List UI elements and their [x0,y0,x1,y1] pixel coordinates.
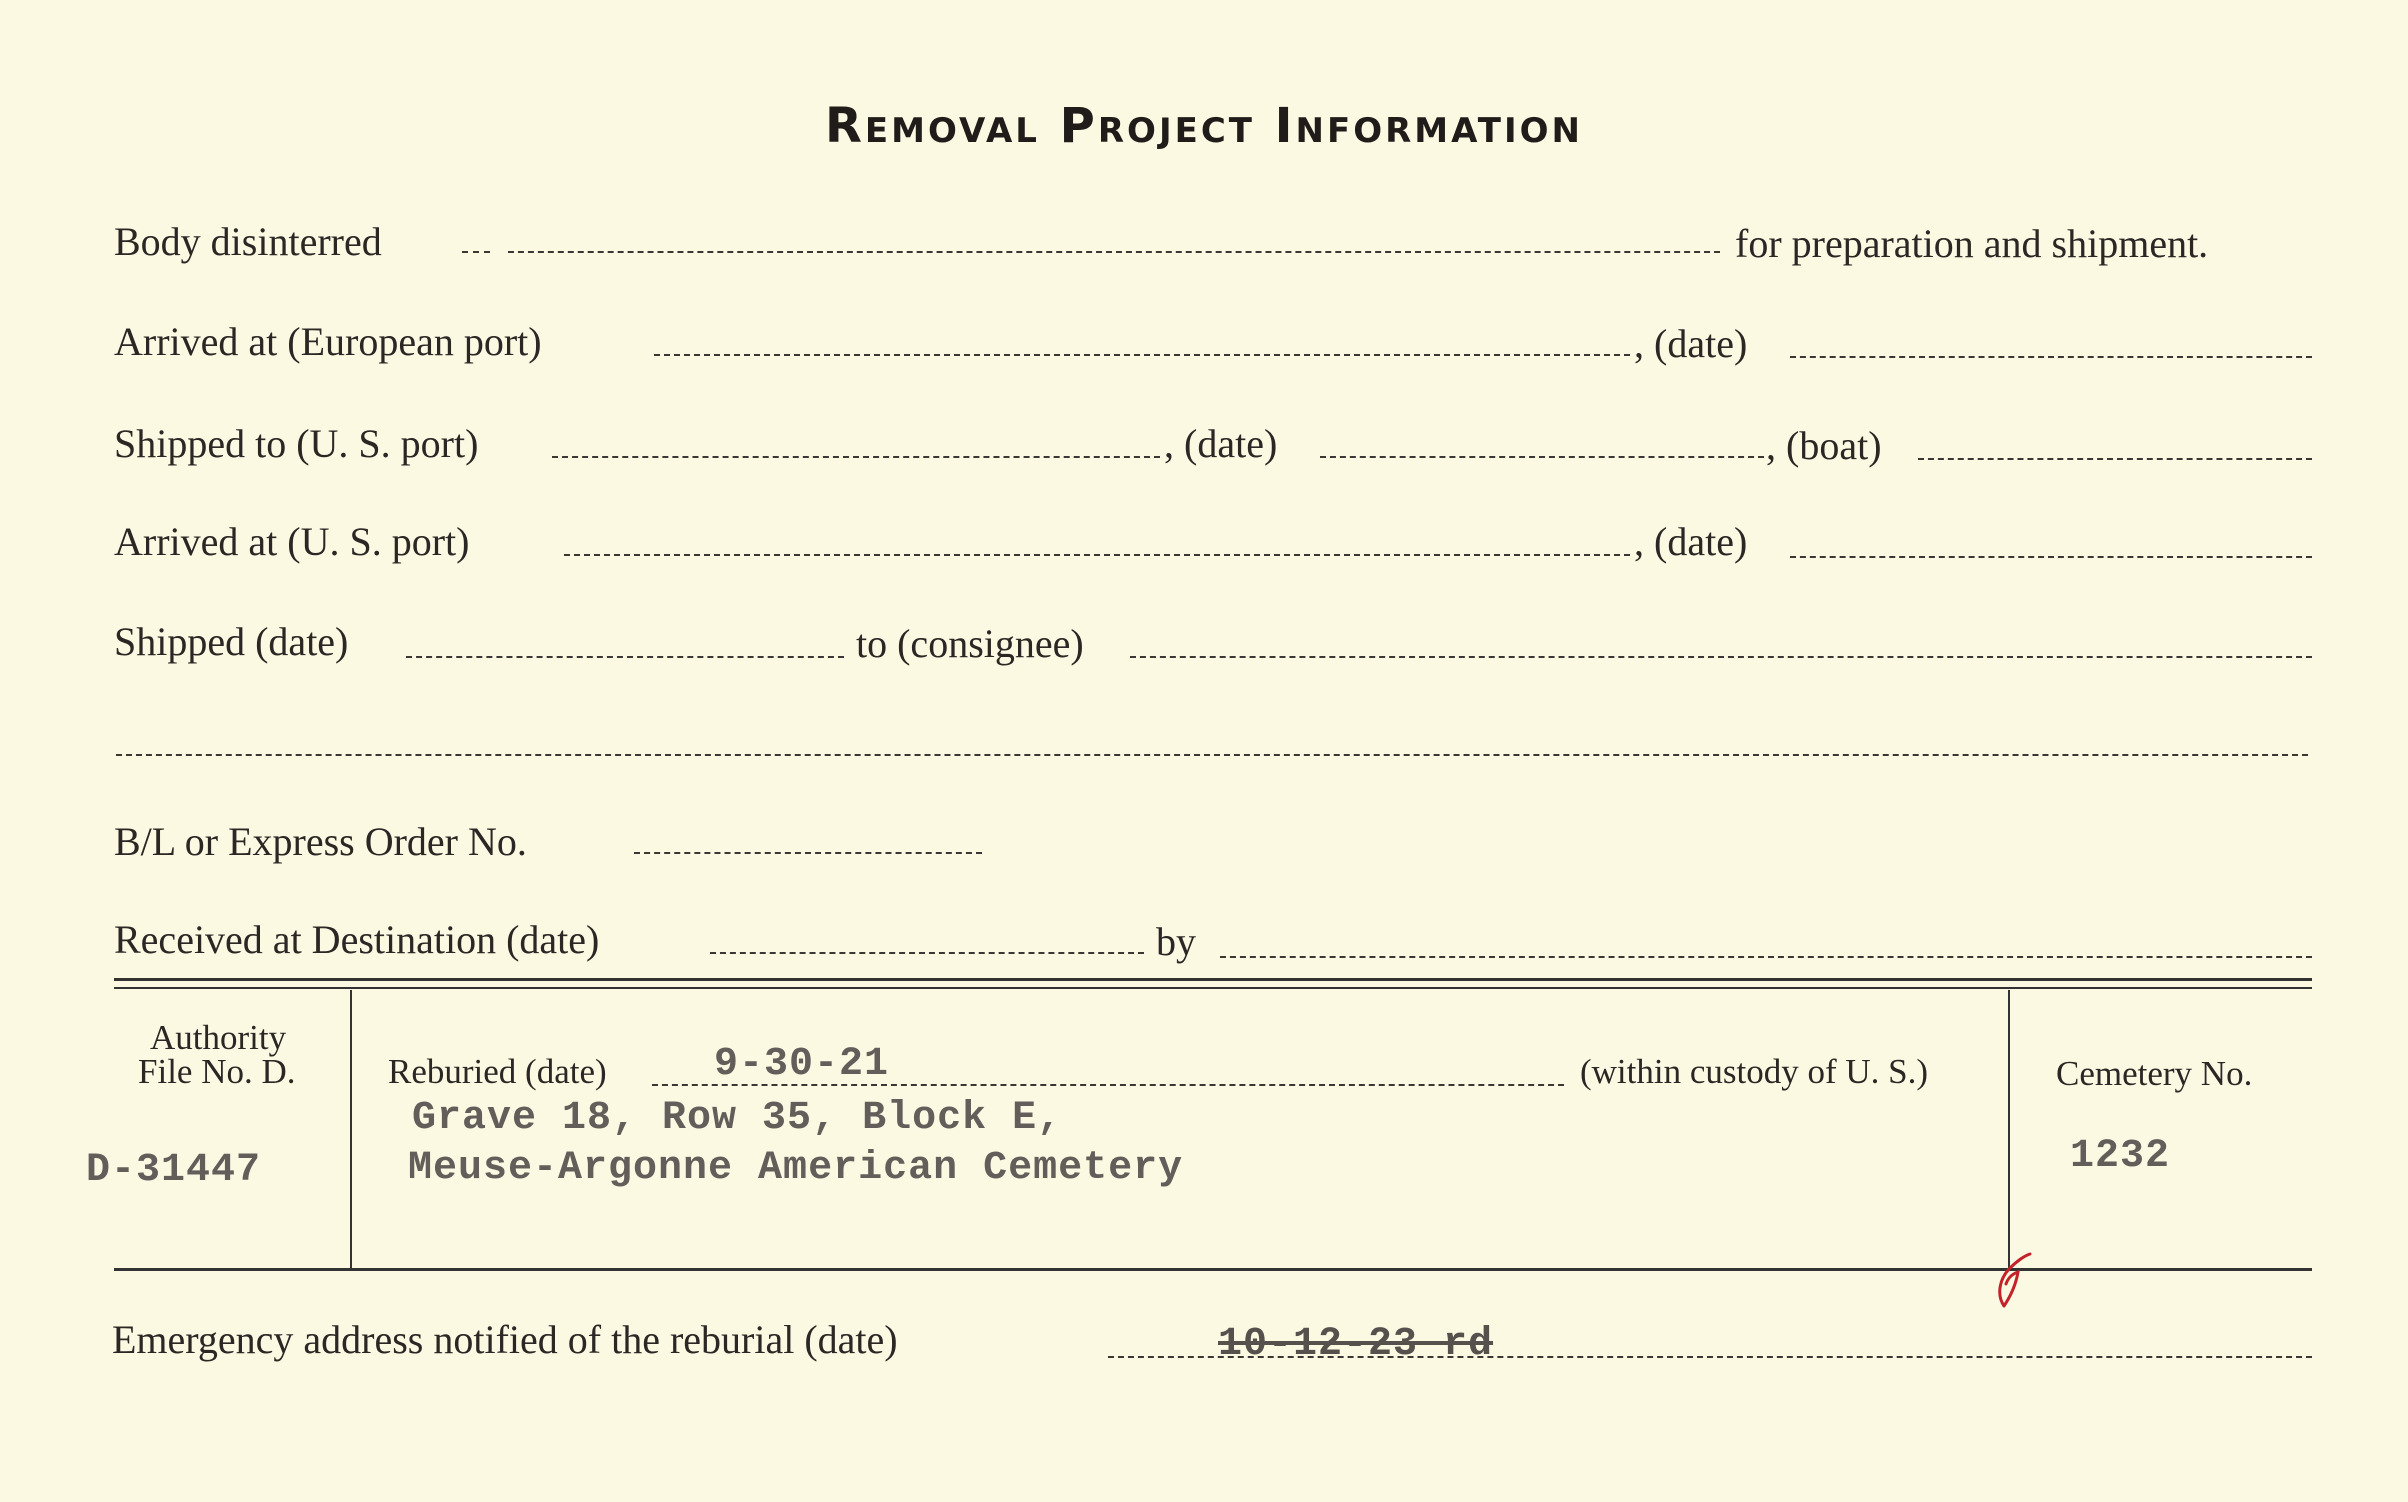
emergency-date-value: 10-12-23 rd [1218,1322,1494,1367]
grave-location-line1: Grave 18, Row 35, Block E, [412,1096,1063,1141]
dashed-line [462,251,490,253]
bl-order-label: B/L or Express Order No. [114,819,527,864]
grave-location-line2: Meuse-Argonne American Cemetery [408,1146,1184,1191]
cemetery-no-label: Cemetery No. [2056,1054,2253,1093]
section-rule-top-second [114,987,2312,989]
received-by-field [1220,956,2312,958]
consignee-field [1130,656,2312,658]
by-label: by [1156,919,1196,964]
red-check-mark [1982,1244,2052,1314]
section-rule-top [114,978,2312,981]
us-arrival-date-field [1790,556,2312,558]
shipped-date-label: Shipped (date) [114,619,349,664]
custody-label: (within custody of U. S.) [1580,1052,1929,1091]
body-disinterred-field [508,251,1720,253]
ship-date-field [1320,456,1764,458]
us-arrival-port-field [564,554,1630,556]
body-disinterred-label: Body disinterred [114,219,382,264]
reburied-date-value: 9-30-21 [714,1042,890,1087]
arrived-us-label: Arrived at (U. S. port) [114,519,470,564]
boat-field [1918,458,2312,460]
consignee-continuation-field [116,754,2308,756]
bl-order-field [634,852,982,854]
european-date-field [1790,356,2312,358]
reburied-date-label: Reburied (date) [388,1052,607,1091]
column-divider-left [350,990,352,1268]
shipped-date-field [406,656,844,658]
european-port-field [654,354,1630,356]
date-label-1: , (date) [1634,321,1748,366]
received-date-field [710,952,1144,954]
emergency-address-label: Emergency address notified of the reburial (date) [112,1317,898,1362]
column-divider-right [2008,990,2010,1268]
arrived-european-label: Arrived at (European port) [114,319,542,364]
us-port-field [552,456,1160,458]
page-title: Removal Project Information [824,98,1584,154]
boat-label: , (boat) [1766,423,1882,468]
received-destination-label: Received at Destination (date) [114,917,600,962]
file-no-value: D-31447 [86,1148,262,1193]
shipped-to-us-label: Shipped to (U. S. port) [114,421,479,466]
consignee-label: to (consignee) [856,621,1084,666]
date-label-3: , (date) [1634,519,1748,564]
file-no-label: File No. D. [138,1052,296,1091]
preparation-label: for preparation and shipment. [1735,221,2209,266]
authority-label: Authority [150,1018,287,1057]
cemetery-no-value: 1232 [2070,1134,2171,1179]
date-label-2: , (date) [1164,421,1278,466]
